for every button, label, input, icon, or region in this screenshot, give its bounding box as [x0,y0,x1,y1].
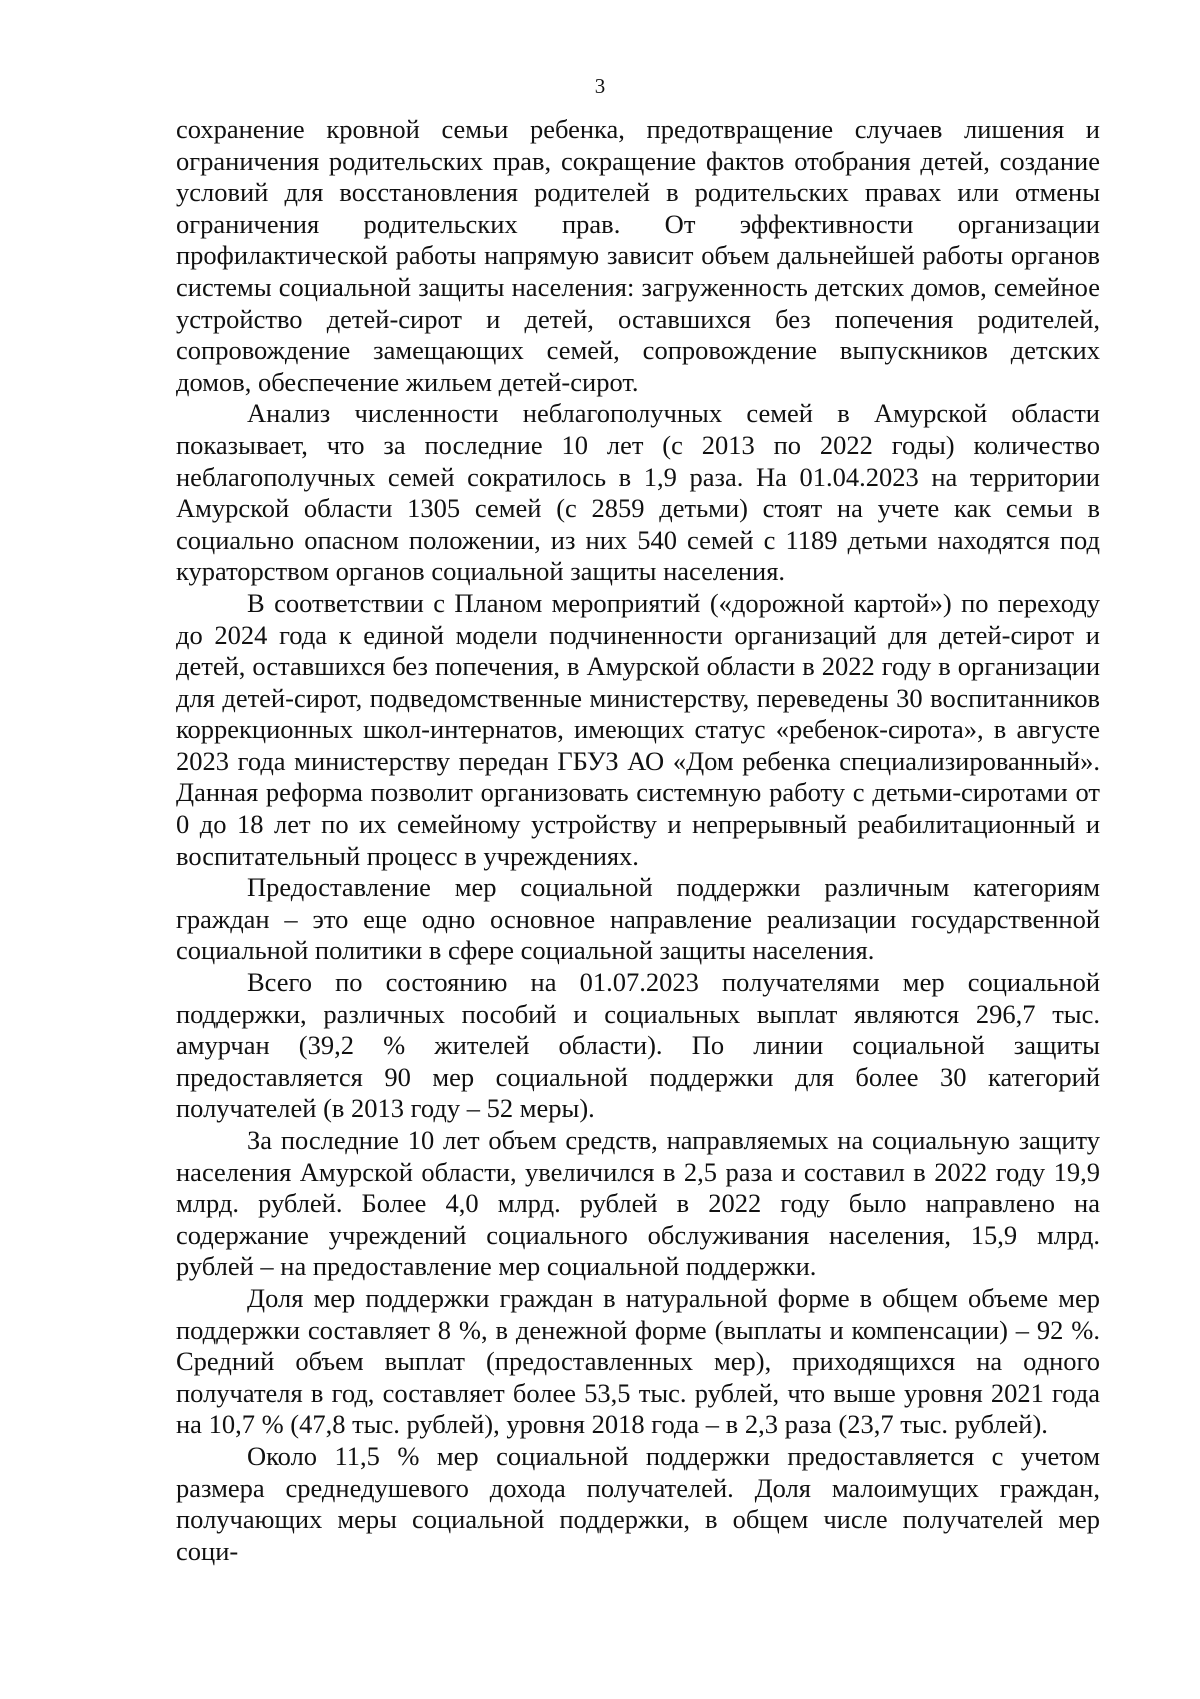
paragraph-6: За последние 10 лет объем средств, направляемых на социальную защиту населения Амурской области, увеличился в 2,5 раза и составил в 2022 году 19,9 млрд. рублей. Более 4,0 млрд. рублей в 2022 году было направлено на содержание учреждений социального обслуживания населения, 15,9 млрд. рублей – на предоставление мер социальной поддержки. [176,1125,1100,1282]
paragraph-2: Анализ численности неблагополучных семей в Амурской области показывает, что за последние 10 лет (с 2013 по 2022 годы) количество неблагополучных семей сократилось в 1,9 раза. На 01.04.2023 на территории Амурской области 1305 семей (с 2859 детьми) стоят на учете как семьи в социально опасном положении, из них 540 семей с 1189 детьми находятся под кураторством органов социальной защиты населения. [176,398,1100,587]
page-number: 3 [594,74,606,98]
paragraph-4: Предоставление мер социальной поддержки различным категориям граждан – это еще одно основное направление реализации государственной социальной политики в сфере социальной защиты населения. [176,872,1100,966]
paragraph-8: Около 11,5 % мер социальной поддержки предоставляется с учетом размера среднедушевого дохода получателей. Доля малоимущих граждан, получающих меры социальной поддержки, в общем числе получателей мер соци- [176,1440,1100,1566]
paragraph-5: Всего по состоянию на 01.07.2023 получателями мер социальной поддержки, различных пособий и социальных выплат являются 296,7 тыс. амурчан (39,2 % жителей области). По линии социальной защиты предоставляется 90 мер социальной поддержки для более 30 категорий получателей (в 2013 году – 52 меры). [176,967,1100,1124]
paragraph-1: сохранение кровной семьи ребенка, предотвращение случаев лишения и ограничения родительских прав, сокращение фактов отобрания детей, создание условий для восстановления родителей в родительских правах или отмены ограничения родительских прав. От эффективности организации профилактической работы напрямую зависит объем дальнейшей работы органов системы социальной защиты населения: загруженность детских домов, семейное устройство детей-сирот и детей, оставшихся без попечения родителей, сопровождение замещающих семей, сопровождение выпускников детских домов, обеспечение жильем детей-сирот. [176,114,1100,397]
paragraph-3: В соответствии с Планом мероприятий («дорожной картой») по переходу до 2024 года к единой модели подчиненности организаций для детей-сирот и детей, оставшихся без попечения, в Амурской области в 2022 году в организации для детей-сирот, подведомственные министерству, переведены 30 воспитанников коррекционных школ-интернатов, имеющих статус «ребенок-сирота», в августе 2023 года министерству передан ГБУЗ АО «Дом ребенка специализированный». Данная реформа позволит организовать системную работу с детьми-сиротами от 0 до 18 лет по их семейному устройству и непрерывный реабилитационный и воспитательный процесс в учреждениях. [176,587,1100,871]
document-body [176,114,1100,1567]
paragraph-7: Доля мер поддержки граждан в натуральной форме в общем объеме мер поддержки составляет 8 %, в денежной форме (выплаты и компенсации) – 92 %. Средний объем выплат (предоставленных мер), приходящихся на одного получателя в год, составляет более 53,5 тыс. рублей, что выше уровня 2021 года на 10,7 % (47,8 тыс. рублей), уровня 2018 года – в 2,3 раза (23,7 тыс. рублей). [176,1282,1100,1440]
